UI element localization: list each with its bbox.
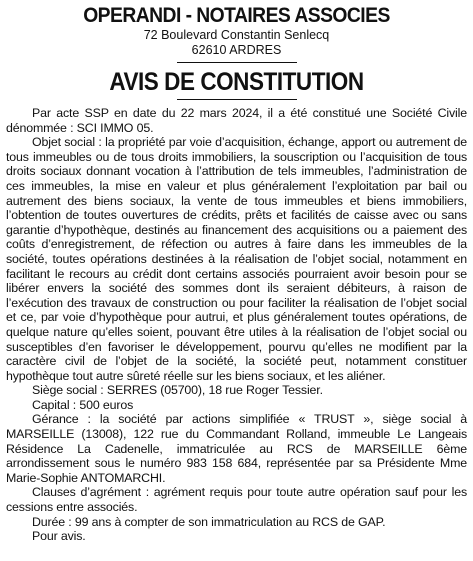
- notice-body: [6, 106, 467, 544]
- paragraph-seat: Siège social : SERRES (05700), 18 rue Roger Tessier.: [32, 383, 323, 398]
- paragraph-management: Gérance : la société par actions simplifiée « TRUST », siège social à MARSEILLE (13008), 122 rue du Commandant Rolland, immeuble Le Langeais Résidence La Cadenelle, immatriculée au RCS de MARSEILLE 6ème arrondissement sous le numéro 983 158 684, représentée par sa Présidente Mme Marie-Sophie ANTOMARCHI.: [6, 412, 467, 485]
- paragraph-approval: Clauses d’agrément : agrément requis pour toute autre opération sauf pour les cessions entre associés.: [6, 485, 467, 515]
- paragraph-act: Par acte SSP en date du 22 mars 2024, il a été constitué une Société Civile dénommée : SCI IMMO 05.: [6, 106, 467, 135]
- firm-name: OPERANDI - NOTAIRES ASSOCIES: [83, 4, 390, 27]
- header-divider: [177, 62, 297, 63]
- paragraph-closing: Pour avis.: [32, 529, 86, 544]
- firm-address-line1: 72 Boulevard Constantin Senlecq: [143, 28, 330, 42]
- paragraph-capital: Capital : 500 euros: [32, 397, 134, 412]
- notice-title: AVIS DE CONSTITUTION: [109, 68, 364, 96]
- paragraph-duration: Durée : 99 ans à compter de son immatriculation au RCS de GAP.: [32, 514, 386, 529]
- paragraph-object: Objet social : la propriété par voie d’acquisition, échange, apport ou autrement de tous immeubles ou de tous droits immobiliers, la souscription ou l’acquisition de tous droits sociaux donnant vocation à l’attribution de tels immeubles, l’administration de ces immeubles, la mise en valeur et plus généralement l’exploitation par bail ou autrement des biens sociaux, la vente de tous immeubles et biens immobiliers, l’obtention de toutes ouvertures de crédits, prêts et facilités de caisse avec ou sans garantie d’hypothèque, destinés au financement des acquisitions ou a paiement des coûts d’enregistrement, de réfection ou autres à faire dans les immeubles de la société, toutes opérations destinées à la réalisation de l’objet social, notamment en facilitant le recours au crédit dont certains associés pourraient avoir besoin pour se libérer envers la société des sommes dont ils seraient débiteurs, à raison de l’exécution des travaux de construction ou pour faciliter la réalisation de l’objet social et ce, par voie d’hypothèque pour autrui, et plus généralement toutes opérations, de quelque nature qu’elles soient, pouvant être utiles à la réalisation de l’objet social ou susceptibles d’en favoriser le développement, pourvu qu’elles ne modifient par la caractère civil de l’objet de la société, la société peut, notamment constituer hypothèque tout autre sûreté réelle sur les biens sociaux, et les aliéner.: [6, 135, 467, 383]
- title-divider: [177, 99, 297, 100]
- firm-address-line2: 62610 ARDRES: [191, 43, 282, 57]
